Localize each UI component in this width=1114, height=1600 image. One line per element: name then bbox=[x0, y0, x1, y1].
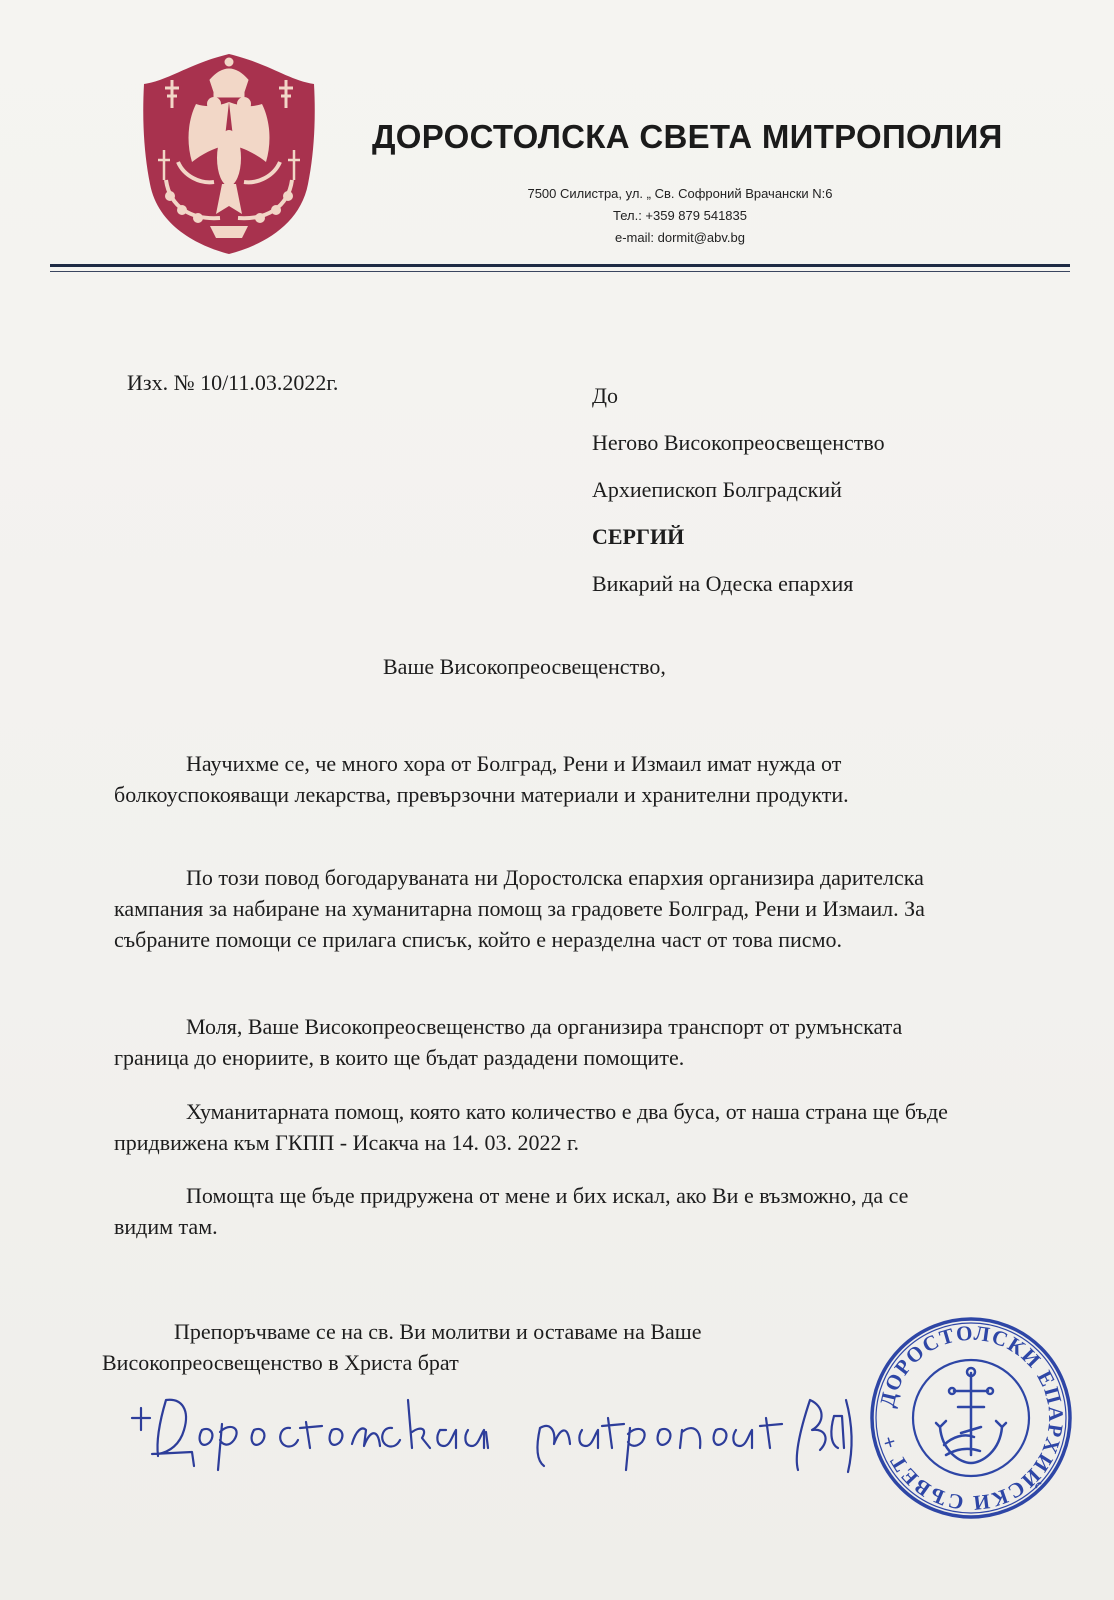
addressee-rank: Архиепископ Болградский bbox=[592, 477, 842, 502]
reference-number: Изх. № 10/11.03.2022г. bbox=[127, 370, 339, 395]
cross-anchor-stamp-icon bbox=[936, 1368, 1006, 1463]
addressee-to: До bbox=[592, 383, 619, 408]
body-paragraph-1: Научихме се, че много хора от Болград, Рени и Измаил имат нужда от болкоуспокояващи лекарства, превързочни материали и хранителни продукти. bbox=[114, 751, 849, 807]
round-stamp-icon bbox=[868, 1315, 1074, 1521]
addressee-name: СЕРГИЙ bbox=[592, 524, 685, 549]
header-divider-thin bbox=[50, 271, 1070, 272]
phone-line: Тел.: +359 879 541835 bbox=[612, 208, 747, 223]
body-paragraph-4: Хуманитарната помощ, която като количество е два буса, от наша страна ще бъде придвижена към ГКПП - Исакча на 14. 03. 2022 г. bbox=[114, 1099, 948, 1155]
contact-block bbox=[470, 183, 890, 249]
closing-paragraph: Препоръчваме се на св. Ви молитви и оставаме на Ваше Високопреосвещенство в Христа брат bbox=[102, 1319, 702, 1375]
organization-title: ДОРОСТОЛСКА СВЕТА МИТРОПОЛИЯ bbox=[372, 118, 1003, 155]
double-headed-eagle-crest-icon bbox=[130, 50, 328, 256]
addressee-block bbox=[592, 372, 885, 607]
address-line: 7500 Силистра, ул. „ Св. Софроний Врачански N:6 bbox=[527, 186, 833, 201]
salutation: Ваше Високопреосвещенство, bbox=[383, 654, 666, 679]
stamp-text: ДОРОСТОЛСКИ ЕПАРХИЙСКИ СЪВЕТ + bbox=[874, 1320, 1069, 1516]
addressee-position: Викарий на Одеска епархия bbox=[592, 571, 854, 596]
header-divider bbox=[50, 264, 1070, 267]
body-paragraph-3: Моля, Ваше Високопреосвещенство да организира транспорт от румънската граница до енориите, в които ще бъдат раздадени помощите. bbox=[114, 1014, 903, 1070]
body-paragraph-5: Помощта ще бъде придружена от мене и бих искал, ако Ви е възможно, да се видим там. bbox=[114, 1183, 909, 1239]
body-paragraph-2: По този повод богодаруваната ни Доростолска епархия организира дарителска кампания за набиране на хуманитарна помощ за градовете Болград, Рени и Измаил. За събраните помощи се прилага списък, който е неразделна част от това писмо. bbox=[114, 865, 925, 952]
handwritten-signature bbox=[130, 1370, 860, 1480]
email-line: e-mail: dormit@abv.bg bbox=[615, 230, 745, 245]
addressee-title: Негово Високопреосвещенство bbox=[592, 430, 885, 455]
